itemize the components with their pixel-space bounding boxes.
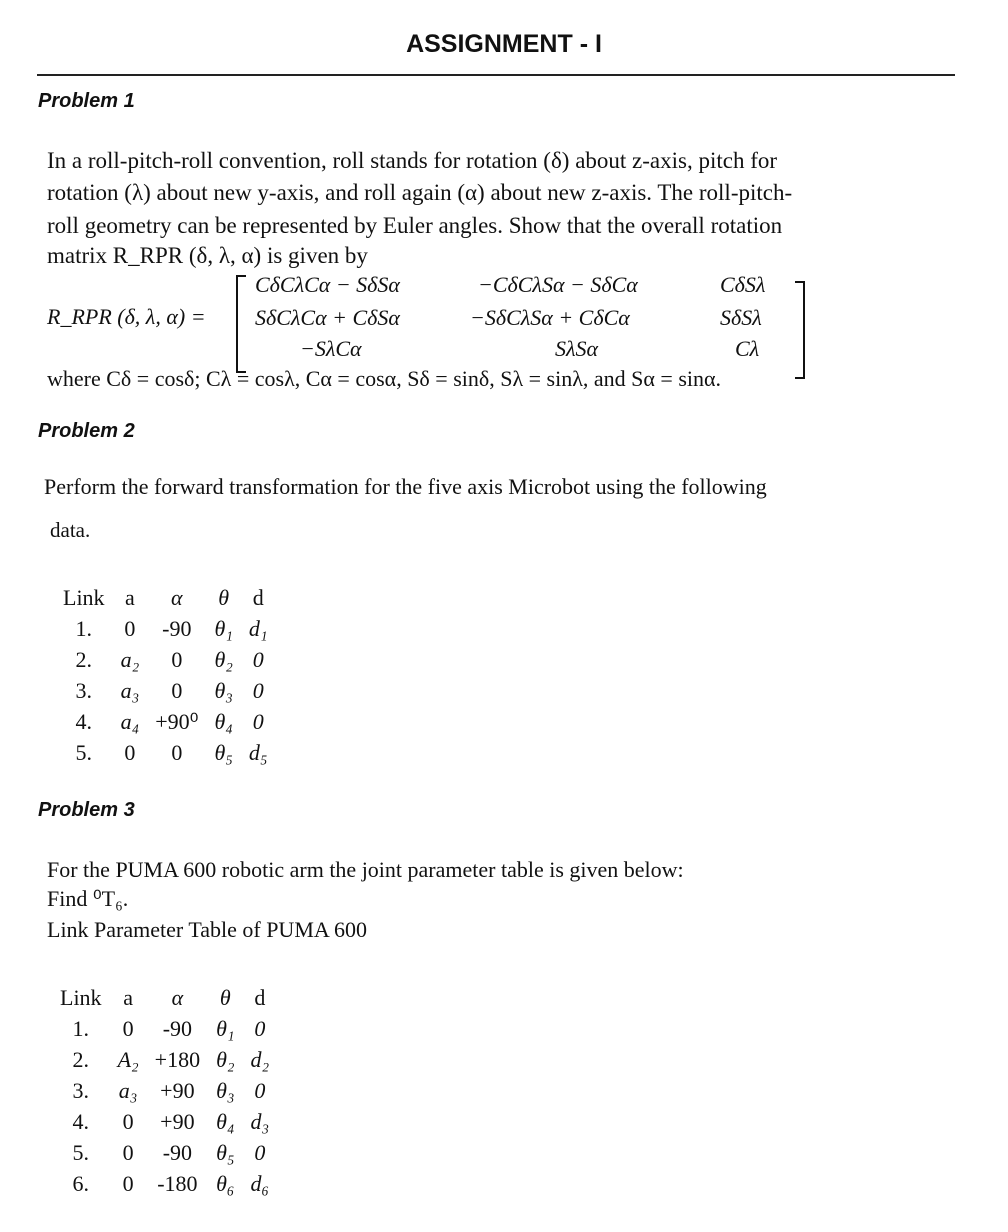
table-cell: 2. — [75, 646, 93, 672]
table-cell: 0 — [252, 677, 264, 703]
table-cell: θ₂ — [214, 646, 233, 672]
table-cell: +90 — [160, 1108, 195, 1134]
table-cell: 4. — [72, 1108, 90, 1134]
table-cell: 0 — [171, 677, 183, 703]
problem-1-where: where Cδ = cosδ; Cλ = cosλ, Cα = cosα, Sδ = sinδ, Sλ = sinλ, and Sα = sinα. — [47, 366, 722, 391]
table-cell: d₅ — [248, 739, 268, 765]
table-cell: 3. — [72, 1077, 90, 1103]
header-cell: Link — [60, 984, 102, 1010]
page-title: ASSIGNMENT - I — [406, 30, 602, 58]
table-cell: θ₆ — [216, 1170, 235, 1196]
table-cell: 0 — [252, 708, 264, 734]
table-cell: θ₄ — [214, 708, 233, 734]
matrix-cell: −SδCλSα + CδCα — [470, 305, 630, 330]
header-cell: α — [171, 984, 184, 1010]
table-cell: θ₂ — [216, 1046, 235, 1072]
matrix-left-bracket — [236, 275, 246, 373]
table-cell: θ₄ — [216, 1108, 235, 1134]
table-cell: +90 — [160, 1077, 195, 1103]
table-row — [52, 1013, 277, 1044]
table-cell: a₂ — [120, 646, 140, 672]
matrix-cell: CδCλCα − SδSα — [255, 272, 400, 297]
table-cell: 0 — [122, 1015, 134, 1041]
table-cell: θ₃ — [214, 677, 233, 703]
header-cell: α — [171, 584, 183, 610]
table-cell: 0 — [122, 1108, 134, 1134]
header-cell: d — [252, 584, 264, 610]
table-cell: θ₁ — [214, 615, 233, 641]
table-row — [52, 1137, 277, 1168]
problem-1-text: In a roll-pitch-roll convention, roll stands for rotation (δ) about z-axis, pitch for — [47, 148, 778, 173]
table-row — [52, 1075, 277, 1106]
problem-2-text: data. — [50, 518, 91, 542]
problem-2-text: Perform the forward transformation for the five axis Microbot using the following — [44, 474, 767, 499]
header-cell: a — [125, 584, 135, 610]
table-cell: 0 — [254, 1139, 266, 1165]
table-cell: +180 — [154, 1046, 201, 1072]
matrix-cell: −SλCα — [300, 336, 362, 361]
table-cell: 0 — [122, 1170, 134, 1196]
table-cell: 1. — [72, 1015, 90, 1041]
table-header-row — [55, 582, 276, 613]
header-cell: a — [123, 984, 133, 1010]
matrix-cell: CδSλ — [720, 272, 766, 297]
table-cell: 2. — [72, 1046, 90, 1072]
table-cell: d₂ — [250, 1046, 270, 1072]
title-divider — [37, 74, 955, 76]
table-row — [55, 644, 276, 675]
header-cell: d — [254, 984, 266, 1010]
matrix-lhs: R_RPR (δ, λ, α) = — [47, 304, 206, 329]
table-cell: θ₅ — [214, 739, 233, 765]
problem-2-heading: Problem 2 — [38, 420, 135, 442]
table-cell: -180 — [157, 1170, 198, 1196]
puma-table — [52, 982, 277, 1199]
problem-3-text: Find ⁰T₆. — [47, 886, 129, 911]
table-cell: d₆ — [250, 1170, 270, 1196]
header-cell: θ — [219, 984, 231, 1010]
table-cell: 5. — [72, 1139, 90, 1165]
table-cell: 0 — [171, 646, 183, 672]
table-cell: a₃ — [120, 677, 140, 703]
table-cell: -90 — [162, 1139, 193, 1165]
table-cell: a₃ — [118, 1077, 138, 1103]
table-cell: 0 — [124, 739, 136, 765]
table-header-row — [52, 982, 277, 1013]
table-cell: 0 — [252, 646, 264, 672]
problem-1-heading: Problem 1 — [38, 90, 135, 112]
table-cell: 5. — [75, 739, 93, 765]
table-cell: 1. — [75, 615, 93, 641]
table-cell: θ₅ — [216, 1139, 235, 1165]
problem-1-text: matrix R_RPR (δ, λ, α) is given by — [47, 243, 368, 268]
table-cell: 0 — [124, 615, 136, 641]
table-cell: 4. — [75, 708, 93, 734]
table-cell: d₃ — [250, 1108, 270, 1134]
table-cell: -90 — [162, 615, 192, 641]
problem-3-heading: Problem 3 — [38, 799, 135, 821]
table-cell: 0 — [254, 1015, 266, 1041]
table-cell: θ₁ — [216, 1015, 235, 1041]
table-row — [52, 1106, 277, 1137]
table-cell: 0 — [171, 739, 183, 765]
problem-1-text: rotation (λ) about new y-axis, and roll again (α) about new z-axis. The roll-pitch- — [47, 180, 793, 205]
table-cell: 6. — [72, 1170, 90, 1196]
matrix-cell: Cλ — [735, 336, 760, 361]
table-cell: +90⁰ — [155, 708, 199, 734]
table-row — [52, 1168, 277, 1199]
table-row — [55, 613, 276, 644]
table-cell: θ₃ — [216, 1077, 235, 1103]
problem-3-text: For the PUMA 600 robotic arm the joint parameter table is given below: — [47, 857, 684, 882]
table-cell: 3. — [75, 677, 93, 703]
microbot-table — [55, 582, 276, 768]
header-cell: θ — [218, 584, 230, 610]
table-row — [52, 1044, 277, 1075]
header-cell: Link — [63, 584, 105, 610]
table-cell: a₄ — [120, 708, 140, 734]
matrix-cell: SδSλ — [720, 305, 762, 330]
table-cell: d₁ — [248, 615, 268, 641]
table-row — [55, 737, 276, 768]
matrix-cell: SλSα — [555, 336, 599, 361]
table-row — [55, 706, 276, 737]
table-cell: 0 — [254, 1077, 266, 1103]
problem-3-text: Link Parameter Table of PUMA 600 — [47, 917, 368, 942]
table-cell: A₂ — [117, 1046, 139, 1072]
problem-1-text: roll geometry can be represented by Euler angles. Show that the overall rotation — [47, 213, 783, 238]
matrix-cell: −CδCλSα − SδCα — [478, 272, 638, 297]
matrix-right-bracket — [795, 281, 805, 379]
table-cell: 0 — [122, 1139, 134, 1165]
table-cell: -90 — [162, 1015, 193, 1041]
matrix-cell: SδCλCα + CδSα — [255, 305, 400, 330]
table-row — [55, 675, 276, 706]
